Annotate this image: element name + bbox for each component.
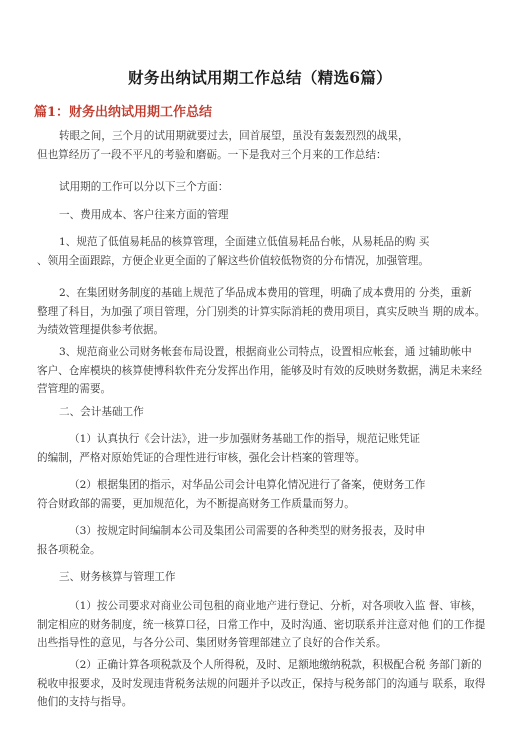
paragraph-line: 营管理的需要。: [37, 383, 112, 395]
paragraph-line: （2）正确计算各项税款及个人所得税，及时、足额地缴纳税款，积极配合税 务部门新的: [69, 659, 482, 671]
paragraph-intro: [37, 127, 491, 164]
paragraph-line: 但也算经历了一段不平凡的考验和磨砺。一下是我对三个月来的工作总结：: [37, 148, 387, 161]
section-heading-2: [37, 403, 491, 422]
paragraph-overview: [37, 178, 491, 197]
paragraph-line: 出些指导性的意见，与各分公司、集团财务管理部建立了良好的合作关系。: [37, 637, 387, 649]
paragraph-line: （3）按规定时间编制本公司及集团公司需要的各种类型的财务报表，及时申: [69, 525, 426, 537]
paragraph-line: 三、财务核算与管理工作: [59, 571, 176, 583]
paragraph-line: 他们的支持与指导。: [37, 696, 133, 708]
paragraph-line: （2）根据集团的指示，对华品公司会计电算化情况进行了备案，使财务工作: [69, 479, 426, 491]
paragraph-subitem-5: [37, 656, 491, 712]
paragraph-item-2: [37, 284, 491, 340]
paragraph-line: （1）认真执行《会计法》，进一步加强财务基础工作的指导，规范记账凭证: [69, 433, 421, 445]
paragraph-line: 为绩效管理提供参考依据。: [37, 324, 165, 336]
paragraph-item-1: [37, 233, 491, 270]
paragraph-line: 转眼之间，三个月的试用期就要过去，回首展望，虽没有轰轰烈烈的战果，: [59, 130, 409, 142]
paragraph-line: 制定相应的财务制度，统一核算口径，日常工作中，及时沟通、密切联系并注意对他 们的工作提: [37, 618, 486, 631]
paragraph-subitem-4: [37, 597, 491, 653]
paragraph-line: 二、会计基础工作: [59, 406, 144, 418]
paragraph-line: 客户、仓库模块的核算使博科软件充分发挥出作用，能够及时有效的反映财务数据，满足未来经: [37, 364, 482, 377]
document-title: 财务出纳试用期工作总结（精选6篇）: [128, 68, 392, 87]
paragraph-line: 1、规范了低值易耗品的核算管理，全面建立低值易耗品台帐，从易耗品的购 买: [59, 236, 430, 248]
paragraph-subitem-1: [37, 430, 491, 467]
paragraph-item-3: [37, 343, 491, 399]
paragraph-line: （1）按公司要求对商业公司包租的商业地产进行登记、分析，对各项收入监 督、审核，: [69, 600, 482, 612]
paragraph-line: 一、费用成本、客户往来方面的管理: [59, 209, 229, 221]
paragraph-subitem-2: [37, 476, 491, 513]
paragraph-line: 符合财政部的需要，更加规范化，为不断提高财务工作质量而努力。: [37, 497, 355, 510]
paragraph-subitem-3: [37, 522, 491, 559]
paragraph-line: 整理了科目，为加强了项目管理，分门别类的计算实际消耗的费用项目，真实反映当 期的成本。: [37, 305, 486, 318]
section-heading: 篇1：财务出纳试用期工作总结: [34, 105, 213, 120]
paragraph-line: 试用期的工作可以分以下三个方面：: [59, 181, 229, 193]
paragraph-line: 、领用全面跟踪，方便企业更全面的了解这些价值较低物资的分布情况，加强管理。: [37, 254, 429, 267]
paragraph-line: 3、规范商业公司财务帐套布局设置，根据商业公司特点，设置相应帐套，通 过辅助帐中: [59, 346, 472, 358]
paragraph-line: 2、在集团财务制度的基础上规范了华品成本费用的管理，明确了成本费用的 分类，重新: [59, 287, 472, 299]
paragraph-line: 税收申报要求，及时发现违背税务法规的问题并予以改正，保持与税务部门的沟通与 联系，取得: [37, 677, 486, 690]
paragraph-line: 报各项税金。: [37, 543, 101, 556]
paragraph-line: 的编制，严格对原始凭证的合理性进行审核，强化会计档案的管理等。: [37, 451, 366, 464]
section-heading-1: [37, 206, 491, 225]
section-heading-3: [37, 568, 491, 587]
